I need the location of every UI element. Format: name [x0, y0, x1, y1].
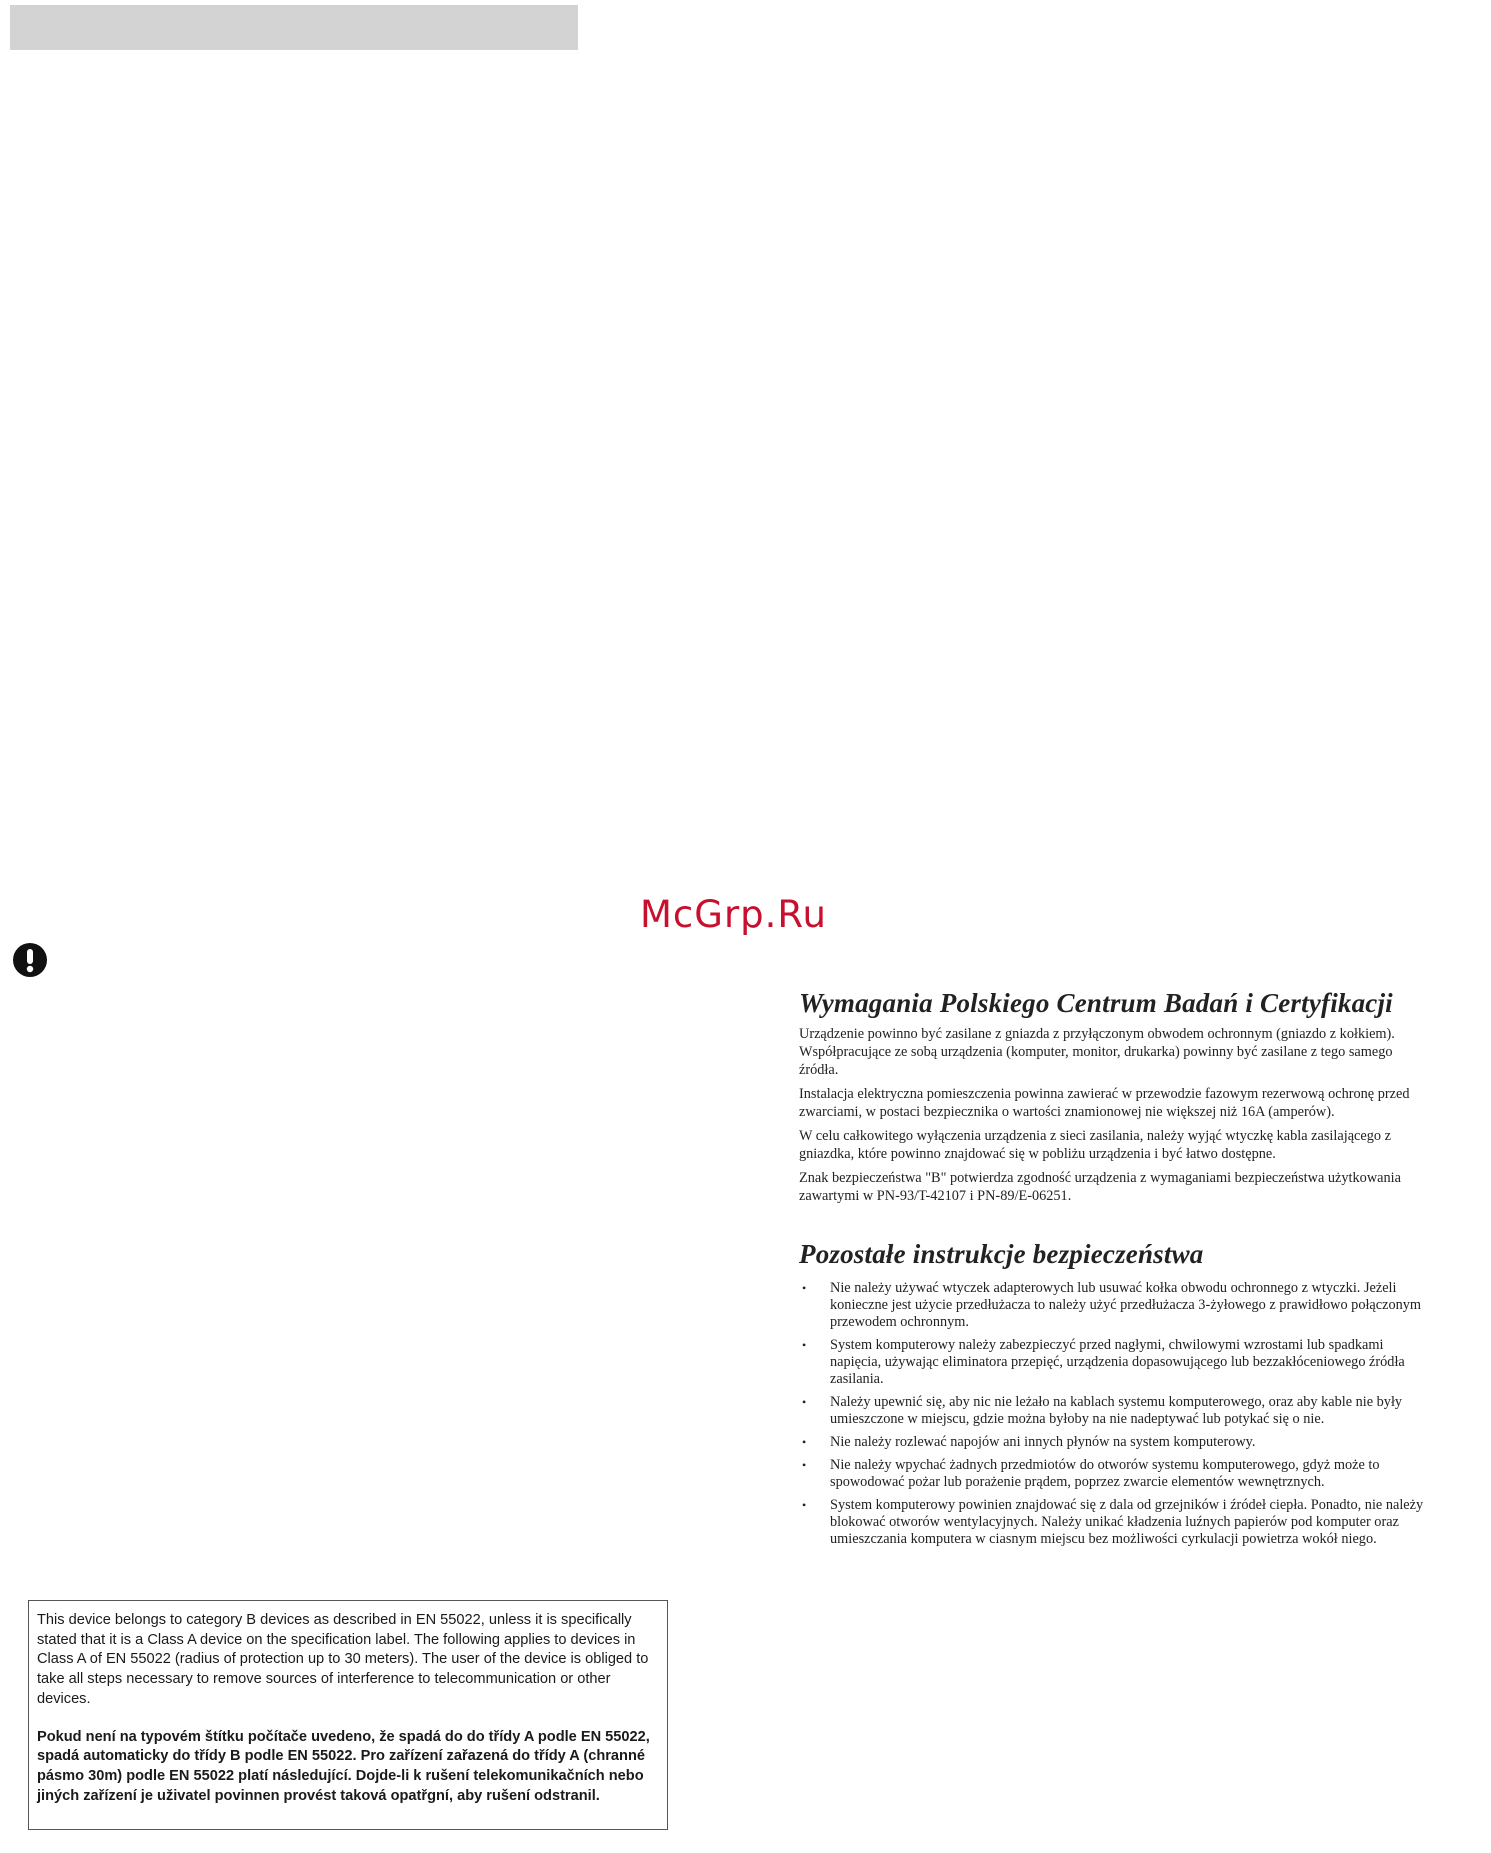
bullet-icon: • — [802, 1395, 807, 1409]
list-item-text: System komputerowy należy zabezpieczyć przed nagłymi, chwilowymi wzrostami lub spadkami napięcia, używając eliminatora przepięć, urządzenia dopasowującego lub bezzakłóceniowego źródła zasilania. — [830, 1337, 1405, 1387]
list-item-text: Nie należy wpychać żadnych przedmiotów do otworów systemu komputerowego, gdyż może to spowodować pożar lub porażenie prądem, poprzez zwarcie elementów wewnętrznych. — [830, 1457, 1380, 1490]
bullet-icon: • — [802, 1435, 807, 1449]
safety-instructions-list — [799, 1280, 1429, 1548]
list-item — [799, 1394, 1429, 1428]
list-item-text: Nie należy używać wtyczek adapterowych lub usuwać kołka obwodu ochronnego z wtyczki. Jeżeli konieczne jest użycie przedłużacza to należy użyć przedłużacza 3-żyłowego z prawidłowo połączonym przewodem ochronnym. — [830, 1280, 1422, 1330]
polish-safety-section — [799, 988, 1429, 1554]
certification-paragraph: Instalacja elektryczna pomieszczenia powinna zawierać w przewodzie fazowym rezerwową ochronę przed zwarciami, w postaci bezpiecznika o wartości znamionowej nie większej niż 16A (amperów). — [799, 1086, 1410, 1120]
list-item-text: Nie należy rozlewać napojów ani innych płynów na system komputerowy. — [830, 1434, 1256, 1450]
certification-heading: Wymagania Polskiego Centrum Badań i Certyfikacji — [799, 988, 1393, 1018]
certification-paragraph: W celu całkowitego wyłączenia urządzenia z sieci zasilania, należy wyjąć wtyczkę kabla zasilającego z gniazdka, które powinno znajdować się w pobliżu urządzenia i być łatwo dostępne. — [799, 1128, 1391, 1162]
emc-notice-box — [28, 1600, 668, 1830]
header-gray-bar — [10, 5, 578, 50]
list-item — [799, 1434, 1429, 1451]
emc-notice-english: This device belongs to category B devices as described in EN 55022, unless it is specifically stated that it is a Class A device on the specification label. The following applies to devices in Class A of EN 55022 (radius of protection up to 30 meters). The user of the device is obliged to take all steps necessary to remove sources of interference to telecommunication or other devices. — [37, 1612, 649, 1707]
certification-paragraph: Znak bezpieczeństwa "B" potwierdza zgodność urządzenia z wymaganiami bezpieczeństwa użytkowania zawartymi w PN-93/T-42107 i PN-89/E-06251. — [799, 1170, 1401, 1204]
list-item-text: System komputerowy powinien znajdować się z dala od grzejników i źródeł ciepła. Ponadto, nie należy blokować otworów wentylacyjnych. Należy unikać kładzenia luźnych papierów pod komputer oraz umieszczania komputera w ciasnym miejscu bez możliwości cyrkulacji powietrza wokół niego. — [830, 1497, 1424, 1547]
list-item-text: Należy upewnić się, aby nic nie leżało na kablach systemu komputerowego, oraz aby kable nie były umieszczone w miejscu, gdzie można byłoby na nie nadeptywać lub potykać się o nie. — [830, 1394, 1403, 1427]
emc-notice-czech: Pokud není na typovém štítku počítače uvedeno, že spadá do do třídy A podle EN 55022, spadá automaticky do třídy B podle EN 55022. Pro zařízení zařazená do třídy A (chranné pásmo 30m) podle EN 55022 platí následující. Dojde-li k rušení telekomunikačních nebo jiných zařízení je uživatel povinnen provést taková opatřgní, aby rušení odstranil. — [37, 1728, 650, 1804]
list-item — [799, 1457, 1429, 1491]
bullet-icon: • — [802, 1281, 807, 1295]
exclamation-warning-icon — [12, 942, 48, 978]
bullet-icon: • — [802, 1458, 807, 1472]
list-item — [799, 1337, 1429, 1388]
certification-paragraph: Urządzenie powinno być zasilane z gniazda z przyłączonym obwodem ochronnym (gniazdo z kołkiem). Współpracujące ze sobą urządzenia (komputer, monitor, drukarka) powinny być zasilane z tego samego źródła. — [799, 1026, 1395, 1078]
watermark-text: McGrp.Ru — [640, 893, 827, 936]
safety-instructions-heading: Pozostałe instrukcje bezpieczeństwa — [799, 1239, 1204, 1269]
list-item — [799, 1497, 1429, 1548]
bullet-icon: • — [802, 1498, 807, 1512]
bullet-icon: • — [802, 1338, 807, 1352]
list-item — [799, 1280, 1429, 1331]
